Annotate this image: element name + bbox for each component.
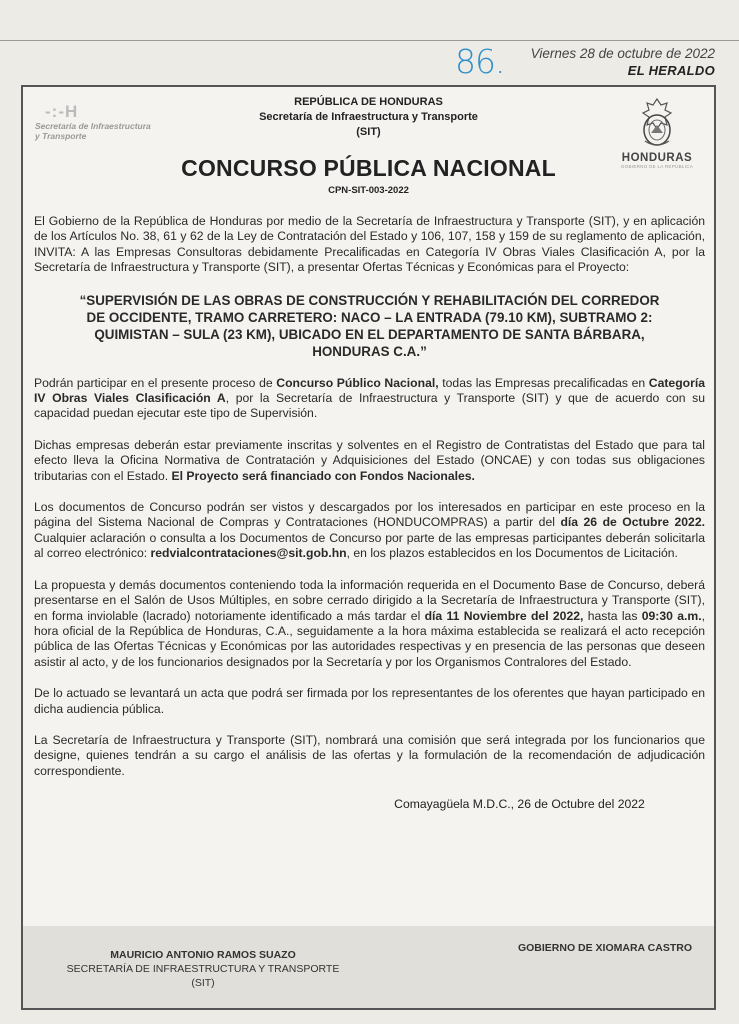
header-country: REPÚBLICA DE HONDURAS [294,96,443,108]
text-run-bold: 09:30 a.m. [641,608,702,623]
signatory-name: MAURICIO ANTONIO RAMOS SUAZO [110,949,296,961]
paragraph-invitation: El Gobierno de la República de Honduras por medio de la Secretaría de Infraestructura y Transporte (SIT), y en aplicación de los Artículos No. 38, 61 y 62 de la Ley de Contratación del Estado y 106, 107, 158 y 159 de su reglamento de aplicación, INVITA: A las Empresas Consultoras debidamente Precalificadas en Categoría IV Obras Viales Clasificación A, por la Secretaría de Infraestructura y Transporte (SIT), a presentar Ofertas Técnicas y Económicas para el Proyecto: [34,214,705,275]
notice-body [34,214,705,811]
text-run-bold: día 11 Noviembre del 2022, [424,608,584,623]
notice-title: CONCURSO PÚBLICA NACIONAL [181,155,556,181]
project-name: “SUPERVISIÓN DE LAS OBRAS DE CONSTRUCCIÓN Y REHABILITACIÓN DEL CORREDOR DE OCCIDENTE, TRAMO CARRETERO: NACO – LA ENTRADA (79.10 KM), SUBTRAMO 2: QUIMISTAN – SULA (23 KM), UBICADO EN EL DEPARTAMENTO DE SANTA BÁRBARA, HONDURAS C.A.” [79,292,660,359]
government-label: GOBIERNO DE XIOMARA CASTRO [517,942,692,954]
page-top-rule [0,40,739,41]
signature-block [53,948,353,990]
text-run: hasta las [583,608,642,623]
signatory-abbr: (SIT) [191,977,215,989]
text-run: Dichas empresas deberán estar previamente inscritas y solventes en el Registro de Contratistas del Estado que para tal efecto lleva la Oficina Normativa de Contratación y Adquisiciones del Estado (ONCAE) y con todas sus obligaciones tributarias con el Estado. [34,437,705,483]
text-run-bold: día 26 de Octubre 2022. [560,515,705,530]
notice-reference: CPN-SIT-003-2022 [328,185,409,196]
place-and-date: Comayagüela M.D.C., 26 de Octubre del 2022 [394,797,645,812]
text-run: todas las Empresas precalificadas en [438,375,649,390]
text-run: Podrán participar en el presente proceso de [34,375,277,390]
text-run-bold: Concurso Público Nacional, [276,375,439,390]
publication-date: Viernes 28 de octubre de 2022 [530,46,715,61]
sit-logo-text-line1: Secretaría de Infraestructura [35,121,151,131]
header-secretariat: Secretaría de Infraestructura y Transporte [259,111,478,123]
text-run-bold: Categoría IV Obras Viales Clasificación A [34,375,705,406]
issuer-header [23,95,714,140]
text-run: La propuesta y demás documentos conteniendo toda la información requerida en el Documento Base de Concurso, deberá presentarse en el Salón de Usos Múltiples, en sobre cerrado dirigido a la Secretaría de Infraestructura y Transporte (SIT), en forma inviolable (lacrado) notoriamente identificado a más tardar el [34,577,705,623]
sit-logo-text-line2: y Transporte [35,131,87,141]
newspaper-name: EL HERALDO [627,63,715,78]
public-notice [21,85,716,1010]
page-number: 86. [455,42,505,81]
text-run: , por la Secretaría de Infraestructura y Transporte (SIT) y que de acuerdo con su capacidad puedan ejecutar este tipo de Supervisión. [34,391,705,421]
text-run: , hora oficial de la República de Honduras, C.A., seguidamente a la hora máxima establecida se realizará el acto recepción pública de las Ofertas Técnicas y Económicas por las autoridades respectivas y en presencia de las personas que deseen asistir al acto, y de los funcionarios designados por la Secretaría y por los Organismos Contralores del Estado. [34,608,705,669]
contact-email: redvialcontrataciones@sit.gob.hn [150,546,347,561]
text-run: Los documentos de Concurso podrán ser vistos y descargados por los interesados en participar en este proceso en la página del Sistema Nacional de Compras y Contrataciones (HONDUCOMPRAS) a partir del [34,500,705,530]
paragraph-participation [34,376,705,422]
signatory-title: SECRETARÍA DE INFRAESTRUCTURA Y TRANSPORTE [66,963,340,975]
text-run-bold: El Proyecto será financiado con Fondos Nacionales. [171,468,475,483]
honduras-logo-subtext: GOBIERNO DE LA REPÚBLICA [620,164,694,169]
paragraph-documents [34,500,705,562]
text-run: , en los plazos establecidos en los Documentos de Licitación. [346,546,678,561]
sit-logo-mark: -:-H [45,102,79,121]
honduras-logo-text: HONDURAS [621,152,693,164]
paragraph-minutes: De lo actuado se levantará un acta que podrá ser firmada por los representantes de los oferentes que hayan participado en dicha audiencia pública. [34,686,705,716]
paragraph-submission [34,578,705,670]
text-run: Cualquier aclaración o consulta a los Documentos de Concurso por parte de las empresas participantes deberán solicitarla al correo electrónico: [34,530,705,561]
paragraph-registration [34,438,705,484]
paragraph-commission: La Secretaría de Infraestructura y Transporte (SIT), nombrará una comisión que será integrada por los funcionarios que designe, quienes tendrán a su cargo el análisis de las ofertas y la formulación de la recomendación de adjudicación correspondiente. [34,732,705,778]
header-abbreviation: (SIT) [356,126,381,138]
